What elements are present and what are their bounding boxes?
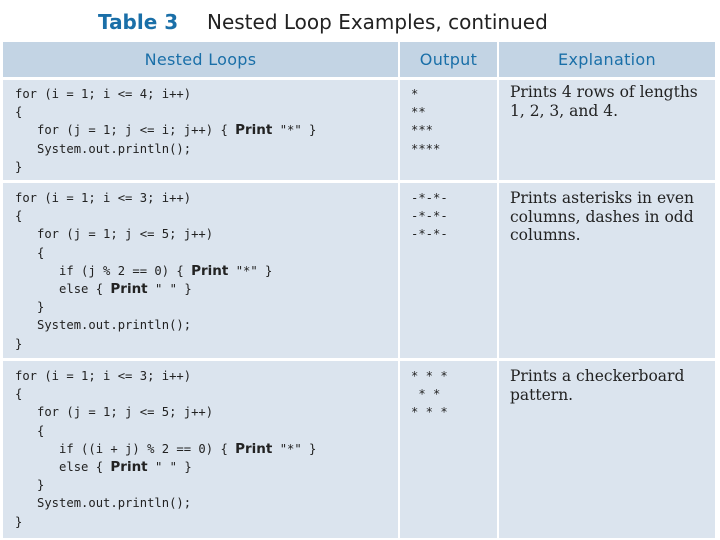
code-line: } [15, 514, 23, 529]
code-line: for (j = 1; j <= 5; j++) [15, 405, 214, 420]
table-title [0, 0, 720, 40]
code-line: { [15, 105, 23, 120]
code-line: } [15, 336, 23, 351]
output-line: * * [411, 387, 448, 402]
code-line: System.out.println(); [15, 496, 192, 511]
code-line: else { [15, 460, 111, 475]
print-argument: " " } [147, 282, 192, 297]
output-line: -*-*- [411, 227, 448, 242]
table-number: Table 3 [98, 10, 179, 34]
output-line: -*-*- [411, 191, 448, 205]
table-title-text: Nested Loop Examples, continued [207, 10, 548, 34]
code-line: for (i = 1; i <= 3; i++) [15, 369, 192, 383]
code-line: else { [15, 282, 111, 297]
print-argument: "*" } [272, 123, 317, 138]
code-line: System.out.println(); [15, 318, 192, 333]
code-line: } [15, 159, 23, 174]
code-line: { [15, 387, 23, 402]
output-line: *** [411, 123, 434, 138]
code-line: } [15, 300, 45, 315]
print-argument: "*" } [228, 263, 273, 278]
output-block [411, 189, 448, 244]
code-line: { [15, 245, 45, 260]
code-block [15, 85, 316, 176]
code-block [15, 367, 316, 531]
code-line: if (j % 2 == 0) { [15, 263, 192, 278]
print-keyword: Print [110, 281, 148, 298]
print-keyword: Print [110, 459, 148, 476]
header-explanation: Explanation [558, 50, 656, 69]
code-line: if ((i + j) % 2 == 0) { [15, 441, 236, 456]
output-line: * [411, 87, 419, 101]
output-block [411, 367, 448, 422]
code-line: for (j = 1; j <= 5; j++) [15, 227, 214, 242]
output-line: ** [411, 105, 426, 120]
output-line: **** [411, 141, 441, 156]
output-block [411, 85, 440, 158]
table-row [3, 80, 715, 180]
output-line: * * * [411, 369, 448, 383]
header-output: Output [419, 50, 478, 69]
code-line: for (i = 1; i <= 4; i++) [15, 87, 192, 101]
code-line: for (j = 1; j <= i; j++) { [15, 123, 236, 138]
code-line: { [15, 209, 23, 224]
explanation-text: Prints 4 rows of lengths 1, 2, 3, and 4. [510, 83, 698, 120]
code-line: for (i = 1; i <= 3; i++) [15, 191, 192, 205]
print-keyword: Print [191, 262, 229, 279]
table-header [3, 42, 715, 77]
explanation-text: Prints a checkerboard pattern. [510, 367, 685, 404]
code-line: { [15, 423, 45, 438]
code-line: System.out.println(); [15, 141, 192, 156]
code-block [15, 189, 272, 353]
explanation-text: Prints asterisks in even columns, dashes in odd columns. [510, 189, 695, 244]
header-nested-loops: Nested Loops [144, 50, 257, 69]
output-line: * * * [411, 405, 448, 420]
output-line: -*-*- [411, 209, 448, 224]
print-keyword: Print [235, 440, 273, 457]
table-row [3, 183, 715, 358]
print-argument: " " } [147, 460, 192, 475]
code-line: } [15, 478, 45, 493]
print-argument: "*" } [272, 441, 317, 456]
print-keyword: Print [235, 122, 273, 139]
nested-loop-table [3, 42, 715, 538]
table-row [3, 361, 715, 538]
